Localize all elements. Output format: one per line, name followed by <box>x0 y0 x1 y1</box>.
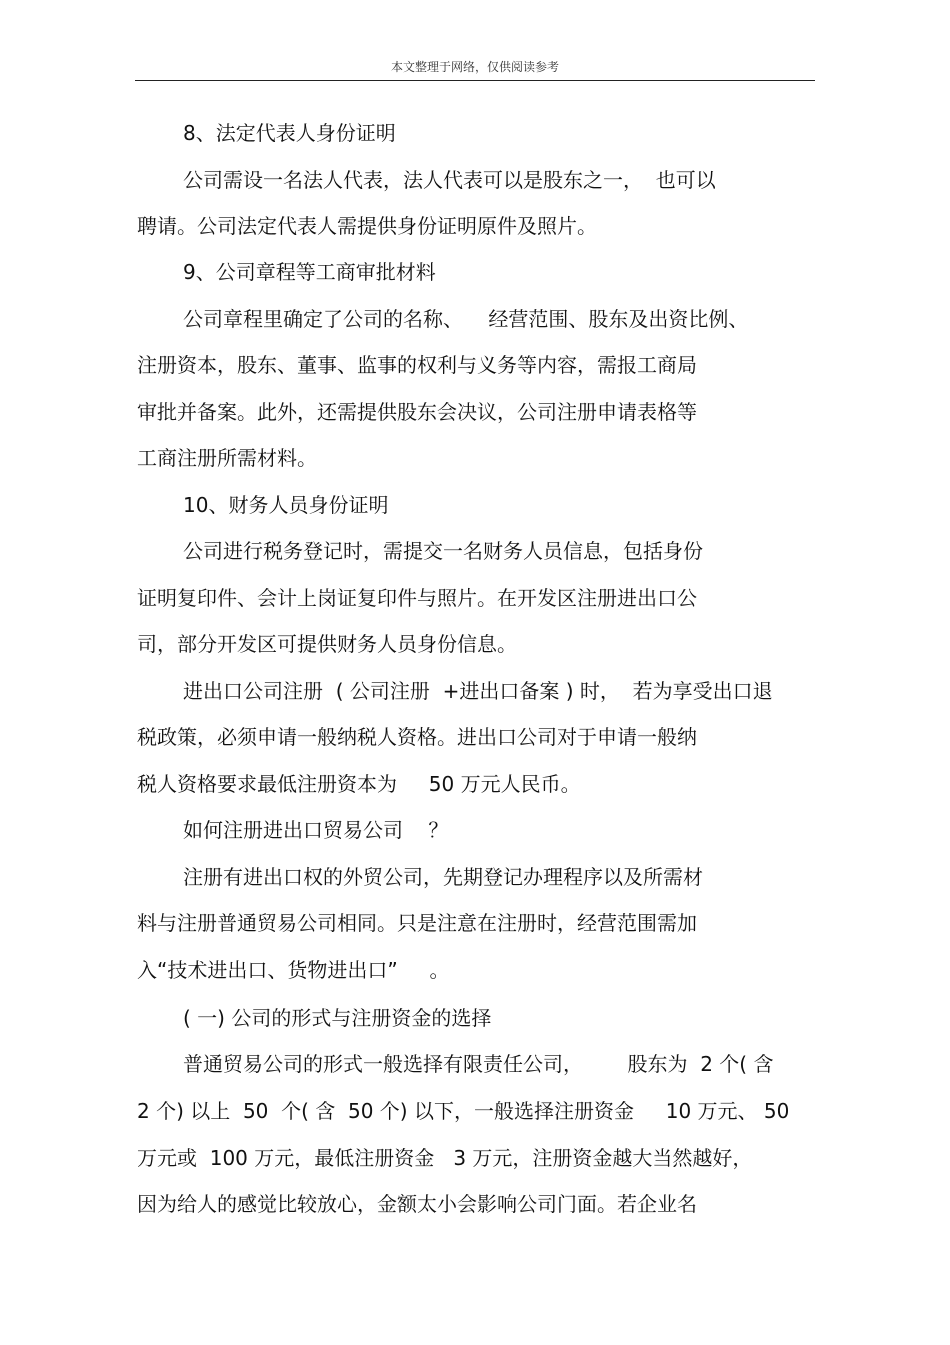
section-heading-9: 9、公司章程等工商审批材料 <box>183 260 436 284</box>
paragraph-line: 公司需设一名法人代表，法人代表可以是股东之一， 也可以 <box>183 168 716 192</box>
paragraph-line: 证明复印件、会计上岗证复印件与照片。在开发区注册进出口公 <box>137 586 697 610</box>
paragraph-line: 进出口公司注册 ( 公司注册 +进出口备案 ) 时， 若为享受出口退 <box>183 679 773 703</box>
paragraph-line: 料与注册普通贸易公司相同。只是注意在注册时，经营范围需加 <box>137 911 697 935</box>
paragraph-line: 注册有进出口权的外贸公司，先期登记办理程序以及所需材 <box>183 865 703 889</box>
section-heading-1: ( 一) 公司的形式与注册资金的选择 <box>183 1006 492 1030</box>
paragraph-line: 万元或 100 万元，最低注册资金 3 万元，注册资金越大当然越好， <box>137 1146 753 1170</box>
paragraph-line: 审批并备案。此外，还需提供股东会决议，公司注册申请表格等 <box>137 400 697 424</box>
paragraph-line: 司，部分开发区可提供财务人员身份信息。 <box>137 632 517 656</box>
paragraph-line: 2 个) 以上 50 个( 含 50 个) 以下，一般选择注册资金 10 万元、 50 <box>137 1099 790 1123</box>
paragraph-line: 入“技术进出口、货物进出口” 。 <box>137 958 450 982</box>
section-heading-10: 10、财务人员身份证明 <box>183 493 389 517</box>
paragraph-line: 税人资格要求最低注册资本为 50 万元人民币。 <box>137 772 581 796</box>
paragraph-line: 普通贸易公司的形式一般选择有限责任公司， 股东为 2 个( 含 <box>183 1052 774 1076</box>
paragraph-line: 因为给人的感觉比较放心，金额太小会影响公司门面。若企业名 <box>137 1192 697 1216</box>
paragraph-line: 公司章程里确定了公司的名称、 经营范围、股东及出资比例、 <box>183 307 749 331</box>
paragraph-line: 聘请。公司法定代表人需提供身份证明原件及照片。 <box>137 214 597 238</box>
paragraph-line: 税政策，必须申请一般纳税人资格。进出口公司对于申请一般纳 <box>137 725 697 749</box>
section-heading-8: 8、法定代表人身份证明 <box>183 121 396 145</box>
paragraph-line: 公司进行税务登记时，需提交一名财务人员信息，包括身份 <box>183 539 703 563</box>
header-divider <box>135 80 815 81</box>
paragraph-line: 工商注册所需材料。 <box>137 446 317 470</box>
paragraph-line: 注册资本，股东、董事、监事的权利与义务等内容，需报工商局 <box>137 353 697 377</box>
page-header: 本文整理于网络，仅供阅读参考 <box>390 60 559 74</box>
section-heading-question: 如何注册进出口贸易公司 ？ <box>183 818 449 842</box>
